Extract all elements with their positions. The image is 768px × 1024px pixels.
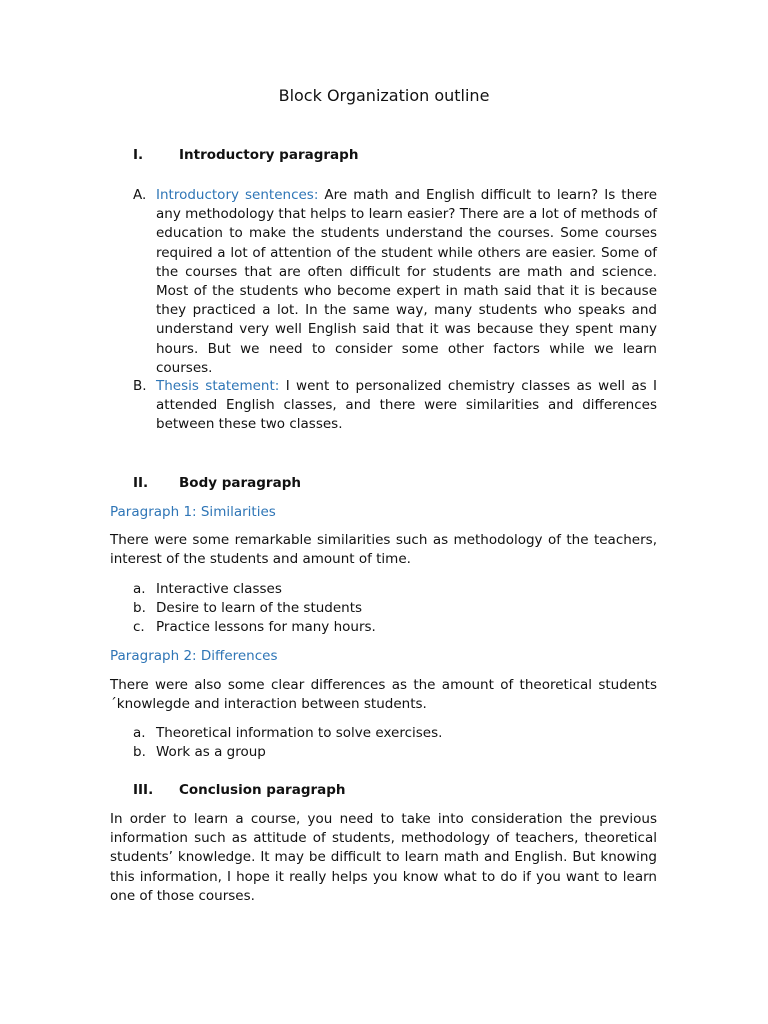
list-marker: a.	[133, 725, 146, 741]
section-numeral: II.	[133, 475, 149, 491]
list-item	[133, 599, 376, 618]
section-title: Body paragraph	[179, 475, 301, 491]
section-heading-body	[133, 474, 301, 492]
item-marker: A.	[133, 187, 147, 203]
item-label: Thesis statement:	[156, 378, 280, 394]
list-item	[133, 724, 442, 743]
list-item-text: Work as a group	[156, 744, 266, 761]
list-item-text: Theoretical information to solve exercises.	[156, 725, 443, 741]
item-label: Introductory sentences:	[156, 187, 319, 203]
item-text: I went to personalized chemistry classes as well as I attended English classes, and there were similarities and differences between these two classes.	[156, 378, 657, 433]
outline-item-introductory-sentences	[133, 186, 657, 378]
item-body	[156, 186, 657, 378]
item-body	[156, 377, 657, 435]
similarities-list	[133, 580, 376, 638]
list-item-text: Desire to learn of the students	[156, 600, 363, 617]
differences-list	[133, 724, 442, 762]
list-item	[133, 618, 376, 637]
section-title: Introductory paragraph	[179, 147, 359, 163]
section-heading-introductory	[133, 146, 358, 164]
list-item	[133, 743, 442, 762]
paragraph-text-conclusion: In order to learn a course, you need to take into consideration the previous information such as attitude of students, methodology of teachers, theoretical students’ knowledge. It may be difficult to learn math and English. But knowing this information, I hope it really helps you know what to do if you want to learn one of those courses.	[110, 811, 657, 904]
list-marker: c.	[133, 619, 145, 636]
item-marker: B.	[133, 378, 147, 394]
section-heading-conclusion	[133, 781, 346, 799]
list-item-text: Practice lessons for many hours.	[156, 619, 376, 636]
section-numeral: I.	[133, 147, 144, 163]
list-marker: a.	[133, 581, 146, 597]
paragraph-label-differences: Paragraph 2: Differences	[110, 648, 278, 664]
outline-item-thesis-statement	[133, 377, 657, 435]
list-item	[133, 580, 376, 599]
section-title: Conclusion paragraph	[179, 782, 346, 798]
paragraph-text-differences: There were also some clear differences as the amount of theoretical students ´knowlegde and interaction between students.	[110, 677, 657, 713]
section-numeral: III.	[133, 782, 154, 798]
list-marker: b.	[133, 600, 146, 617]
paragraph-text-similarities: There were some remarkable similarities such as methodology of the teachers, interest of the students and amount of time.	[110, 532, 657, 568]
list-item-text: Interactive classes	[156, 581, 282, 597]
item-text: Are math and English difficult to learn? Is there any methodology that helps to learn easier? There are a lot of methods of education to make the students understand the courses. Some courses required a lot of attention of the student while others are easier. Some of the courses that are often difficult for students are math and science. Most of the students who become expert in math said that it is because they practiced a lot. In the same way, many students who speaks and understand very well English said that it was because they spent many hours. But we need to consider some other factors while we learn courses.	[156, 187, 657, 376]
list-marker: b.	[133, 744, 146, 761]
paragraph-label-similarities: Paragraph 1: Similarities	[110, 504, 276, 520]
document-title: Block Organization outline	[278, 86, 490, 105]
